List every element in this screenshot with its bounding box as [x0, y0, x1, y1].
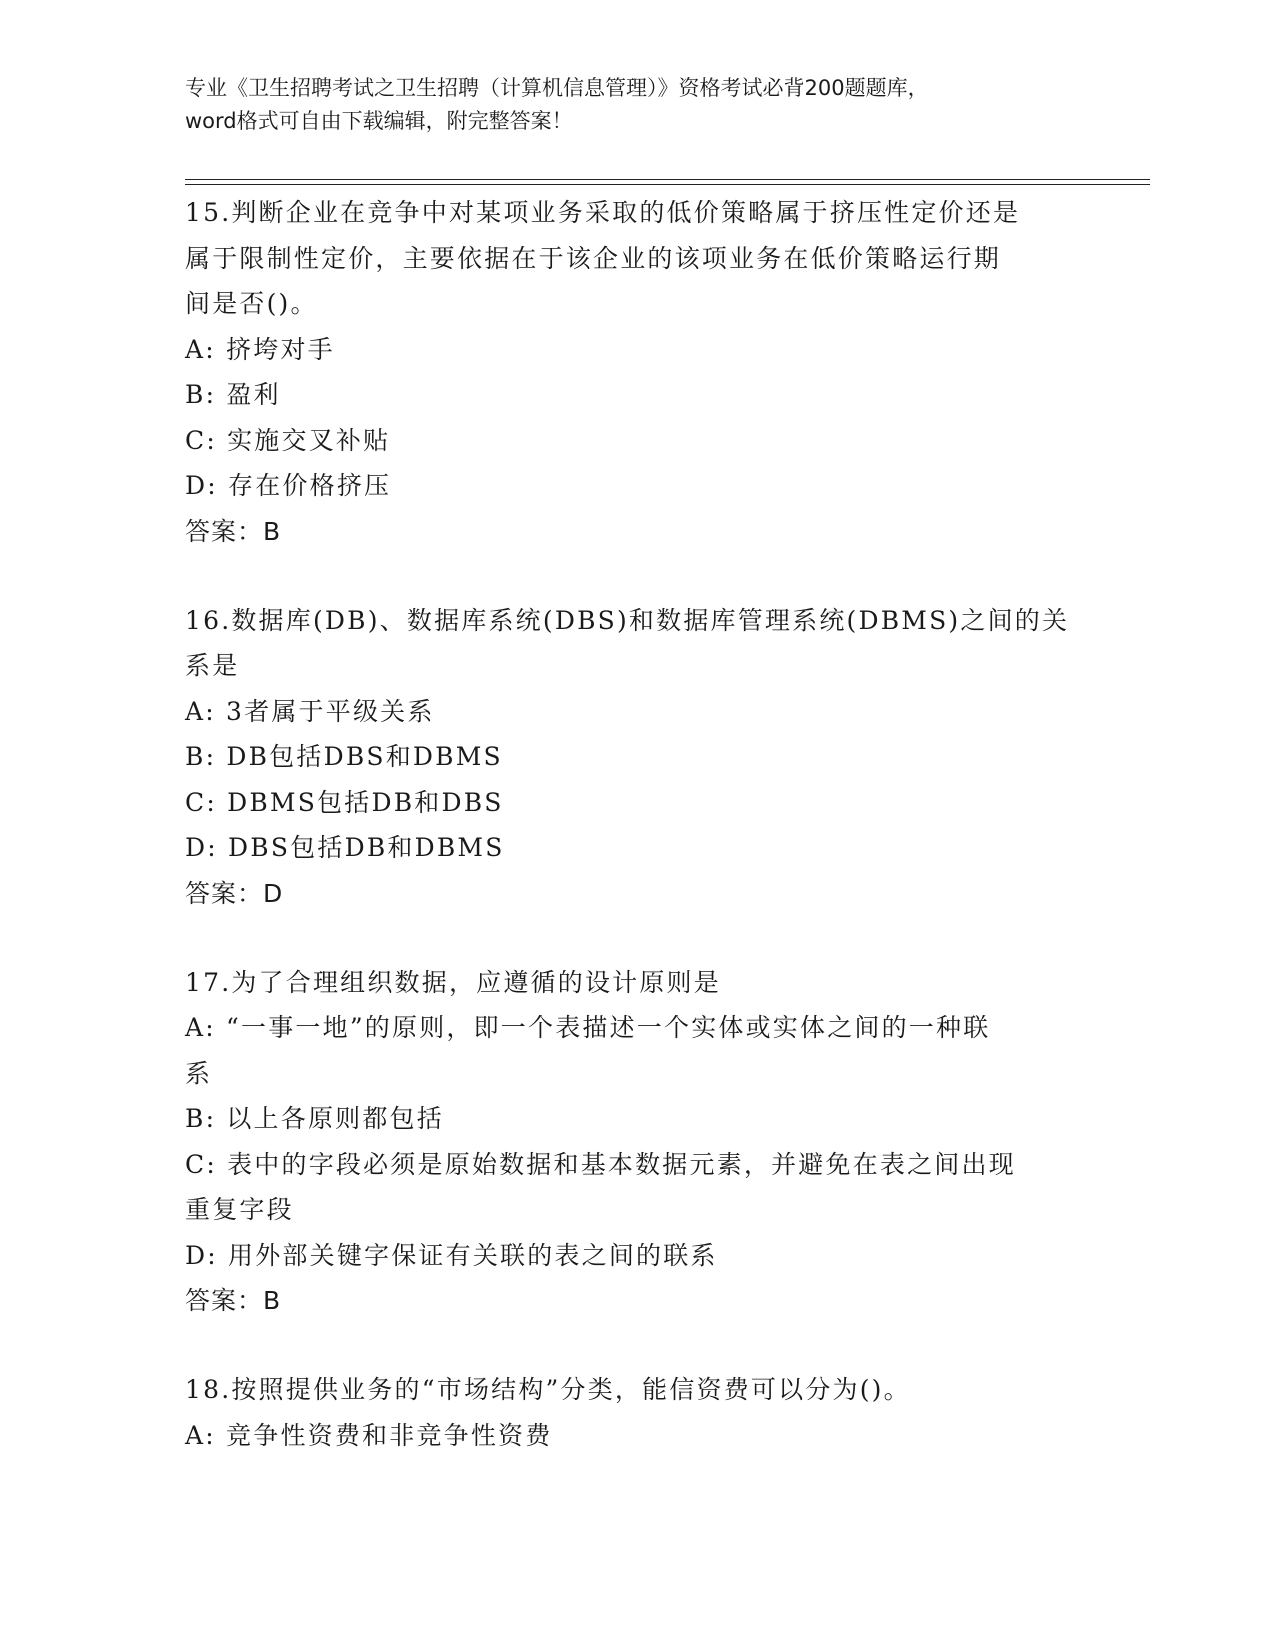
option-text: 以上各原则都包括	[226, 1104, 444, 1133]
question-stem-line: 16.数据库(DB)、数据库系统(DBS)和数据库管理系统(DBMS)之间的关	[185, 605, 1070, 635]
option-label: B:	[185, 742, 217, 771]
answer-line: 答案：B	[185, 1286, 282, 1315]
question-17	[185, 960, 1085, 1325]
answer-line: 答案：D	[185, 878, 284, 908]
header-divider-bottom	[185, 184, 1150, 185]
question-list	[185, 190, 1085, 1501]
question-15	[185, 190, 1085, 555]
option-a	[185, 689, 1085, 735]
question-stem-line: 15.判断企业在竞争中对某项业务采取的低价策略属于挤压性定价还是	[185, 198, 1021, 227]
option-text: 表中的字段必须是原始数据和基本数据元素，并避免在表之间出现	[227, 1149, 1016, 1179]
option-label: B:	[185, 1104, 217, 1133]
question-stem-line: 间是否()。	[185, 289, 318, 318]
question-18	[185, 1367, 1085, 1458]
option-b	[185, 734, 1085, 780]
option-label: D:	[185, 471, 218, 500]
option-label: A:	[185, 696, 216, 726]
option-label: C:	[185, 787, 217, 817]
header-divider-top	[185, 179, 1150, 180]
option-gap	[218, 471, 228, 500]
option-gap	[216, 380, 226, 409]
option-text: 竞争性资费和非竞争性资费	[226, 1420, 553, 1450]
option-d	[185, 463, 1085, 509]
option-c	[185, 1142, 1085, 1188]
question-stem-line: 属于限制性定价，主要依据在于该企业的该项业务在低价策略运行期	[185, 243, 1002, 273]
option-text: 挤垮对手	[226, 334, 335, 364]
option-gap	[218, 1241, 228, 1270]
option-continuation: 系	[185, 1058, 213, 1088]
header-line-2: word格式可自由下载编辑，附完整答案！	[185, 109, 573, 133]
document-header	[185, 72, 1085, 138]
option-label: A:	[185, 334, 216, 364]
option-d	[185, 1233, 1085, 1279]
option-gap	[216, 1421, 226, 1450]
option-a	[185, 1413, 1085, 1459]
option-label: B:	[185, 380, 217, 409]
question-stem-line: 17.为了合理组织数据，应遵循的设计原则是	[185, 967, 721, 997]
option-text: “一事一地”的原则，即一个表描述一个实体或实体之间的一种联	[226, 1013, 991, 1042]
option-gap	[217, 1150, 227, 1179]
option-gap	[216, 697, 226, 726]
option-label: C:	[185, 425, 217, 455]
option-label: A:	[185, 1420, 216, 1450]
option-gap	[217, 788, 227, 817]
option-gap	[217, 426, 227, 455]
option-gap	[218, 833, 228, 862]
question-stem-line: 18.按照提供业务的“市场结构”分类，能信资费可以分为()。	[185, 1375, 911, 1404]
option-c	[185, 418, 1085, 464]
option-b	[185, 372, 1085, 418]
option-text: 盈利	[226, 380, 281, 409]
option-label: C:	[185, 1149, 217, 1179]
option-text: 用外部关键字保证有关联的表之间的联系	[228, 1240, 718, 1270]
option-continuation: 重复字段	[185, 1195, 294, 1224]
option-a	[185, 327, 1085, 373]
question-16	[185, 598, 1085, 917]
option-gap	[216, 1013, 226, 1042]
option-label: D:	[185, 1240, 218, 1270]
answer-line: 答案：B	[185, 516, 282, 546]
option-gap	[216, 1104, 226, 1133]
option-label: A:	[185, 1013, 216, 1042]
option-text: 3者属于平级关系	[226, 696, 435, 726]
option-c	[185, 780, 1085, 826]
option-gap	[216, 335, 226, 364]
option-d	[185, 825, 1085, 871]
option-b	[185, 1096, 1085, 1142]
option-text: DBS包括DB和DBMS	[228, 833, 505, 862]
header-line-1: 专业《卫生招聘考试之卫生招聘（计算机信息管理）》资格考试必背200题题库，	[185, 76, 929, 100]
option-gap	[216, 742, 226, 771]
option-text: 实施交叉补贴	[227, 425, 391, 455]
option-text: 存在价格挤压	[228, 471, 392, 500]
option-a	[185, 1005, 1085, 1051]
option-text: DB包括DBS和DBMS	[226, 742, 503, 771]
question-stem-line: 系是	[185, 651, 240, 680]
option-text: DBMS包括DB和DBS	[227, 787, 504, 817]
option-label: D:	[185, 833, 218, 862]
